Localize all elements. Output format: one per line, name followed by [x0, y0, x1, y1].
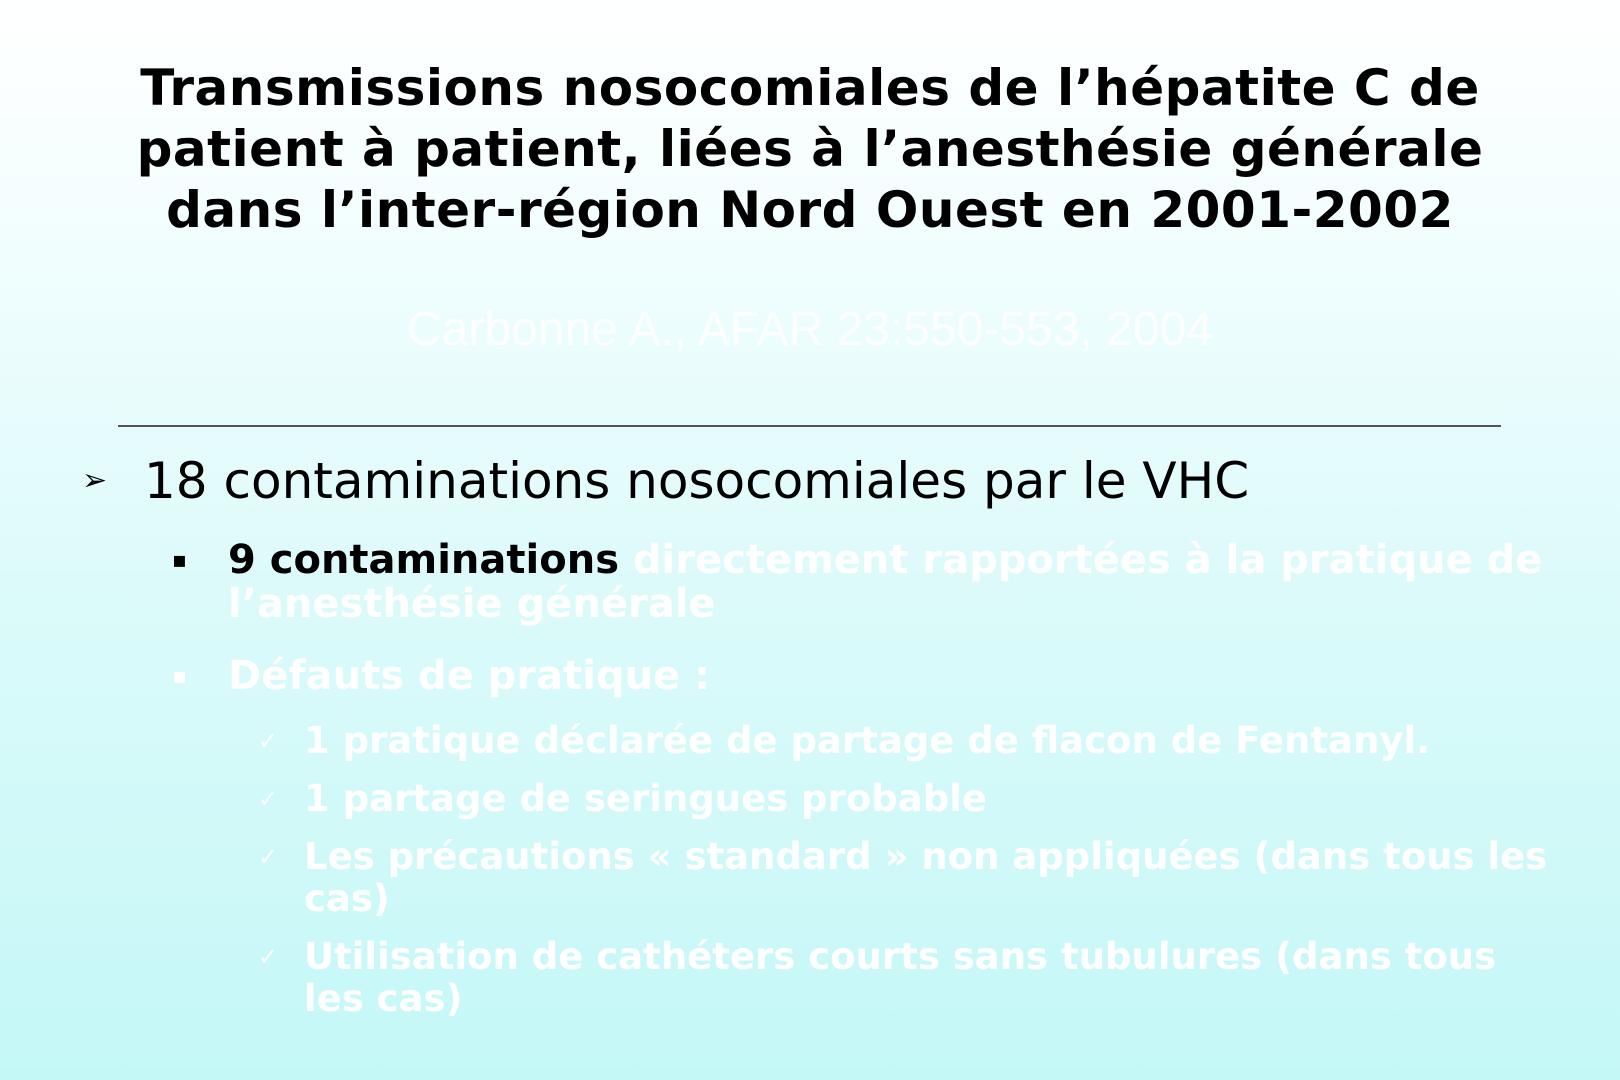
divider-line — [118, 425, 1501, 427]
sub-bullet-defauts-text — [228, 654, 710, 698]
slide-title — [100, 58, 1520, 241]
square-bullet-icon: ▪ — [172, 548, 187, 573]
checkmark-icon: ✓ — [258, 943, 279, 971]
detail-bullet-text: 1 partage de seringues probable — [304, 777, 987, 820]
detail-bullet-text: Les précautions « standard » non appliquées (dans tous les cas) — [304, 835, 1548, 920]
title-line-2: patient à patient, liées à l’anesthésie générale — [136, 120, 1484, 178]
detail-bullet-seringues — [258, 778, 1548, 820]
checkmark-icon: ✓ — [258, 785, 279, 813]
sub-bullet-contaminations-rest: directement rapportées à la pratique de l’anesthésie générale — [228, 537, 1543, 627]
sub-bullet-contaminations-text — [228, 538, 1552, 626]
detail-bullet-text: 1 pratique déclarée de partage de flacon de Fentanyl. — [304, 719, 1431, 762]
checkmark-icon: ✓ — [258, 843, 279, 871]
square-bullet-icon: ▪ — [172, 664, 187, 689]
detail-bullet-fentanyl — [258, 720, 1548, 762]
sub-bullet-contaminations — [172, 538, 1552, 626]
citation-reference: Carbonne A., AFAR 23:550-553, 2004 — [407, 303, 1213, 356]
detail-bullet-text: Utilisation de cathéters courts sans tubulures (dans tous les cas) — [304, 935, 1497, 1020]
sub-bullet-defauts-rest: Défauts de pratique : — [228, 653, 711, 699]
checkmark-icon: ✓ — [258, 727, 279, 755]
arrow-bullet-icon: ➢ — [82, 463, 108, 498]
detail-bullet-precautions — [258, 836, 1548, 920]
title-line-1: Transmissions nosocomiales de l’hépatite C de — [140, 59, 1480, 117]
title-line-3: dans l’inter-région Nord Ouest en 2001-2002 — [166, 181, 1454, 239]
main-bullet — [78, 448, 1538, 514]
main-bullet-text: 18 contaminations nosocomiales par le VHC — [144, 452, 1250, 510]
detail-bullet-catheters — [258, 936, 1548, 1020]
sub-bullet-contaminations-lead: 9 contaminations — [228, 537, 619, 583]
sub-bullet-defauts — [172, 654, 1552, 700]
